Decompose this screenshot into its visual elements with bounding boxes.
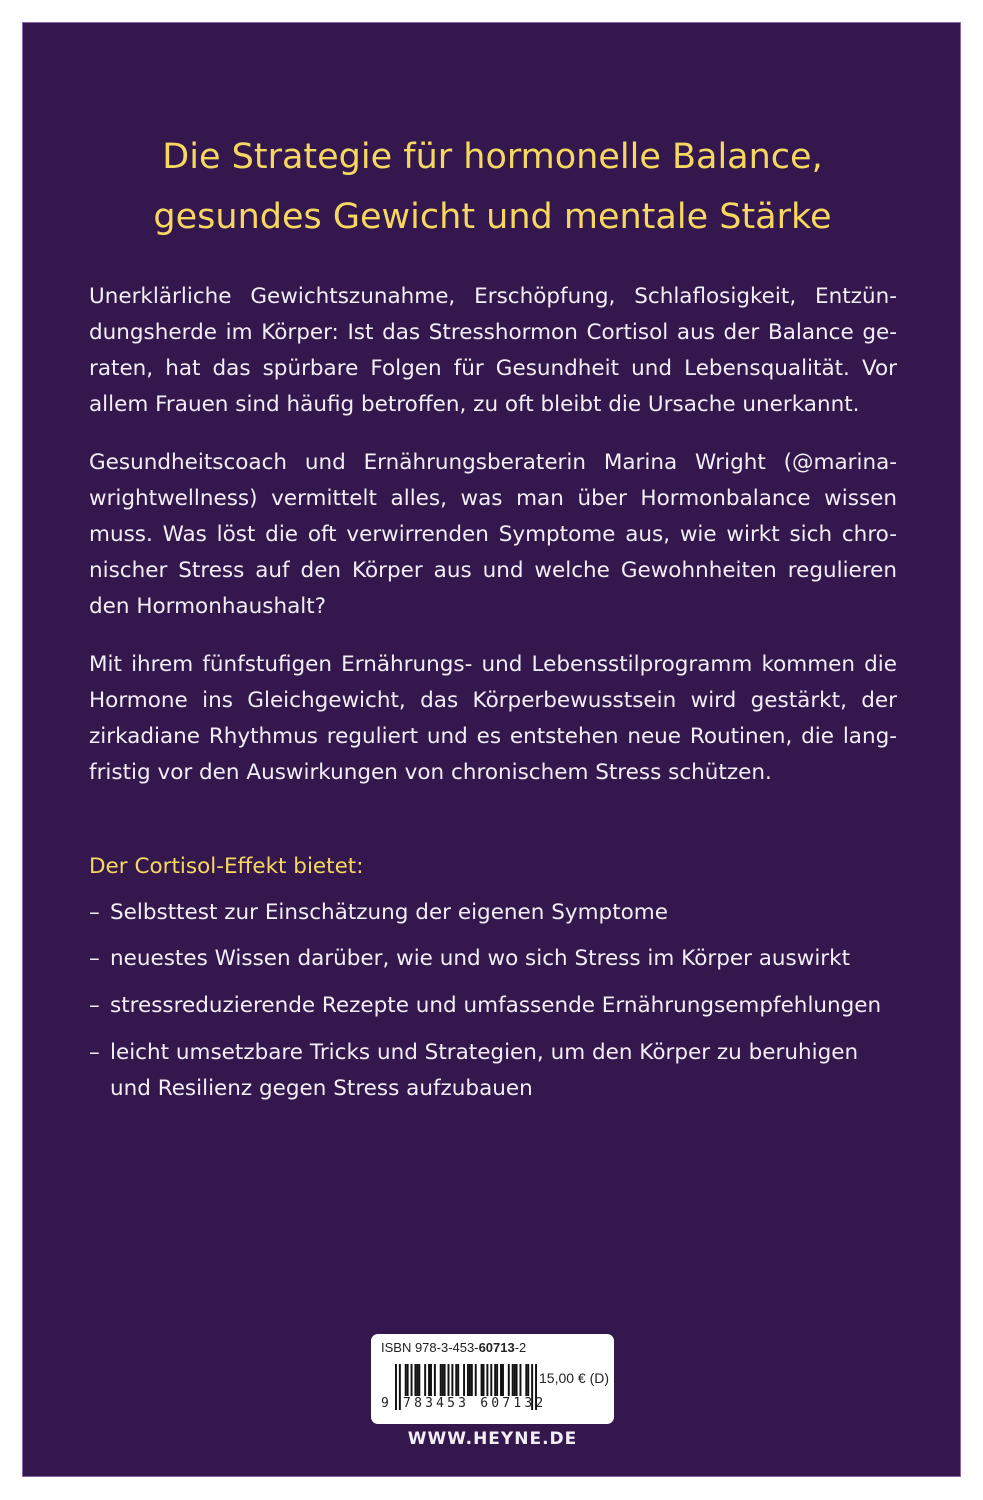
barcode-bar: [508, 1364, 510, 1396]
text-line: Unerklärliche Gewichtszunahme, Erschöpfung, Schlaflosigkeit, Entzün-: [89, 284, 897, 309]
blurb-paragraph-2: [89, 445, 897, 625]
offer-item: [89, 895, 897, 931]
barcode-bar: [527, 1364, 529, 1396]
text-line: allem Frauen sind häufig betroffen, zu oft bleibt die Ursache unerkannt.: [89, 392, 860, 417]
text-line: Mit ihrem fünfstufigen Ernährungs- und Lebensstilprogramm kommen die: [89, 652, 897, 677]
text-line: raten, hat das spürbare Folgen für Gesundheit und Lebensqualität. Vor: [89, 356, 897, 381]
blurb-paragraph-1: [89, 279, 897, 423]
barcode-bar: [471, 1364, 473, 1396]
barcode-bar: [519, 1364, 521, 1396]
barcode-bar: [451, 1364, 453, 1396]
barcode-bar: [494, 1364, 496, 1396]
back-cover: [22, 22, 961, 1477]
text-line: wrightwellness) vermittelt alles, was man über Hormonbalance wissen: [89, 486, 897, 511]
barcode-bar: [486, 1364, 488, 1396]
price: 15,00 € (D): [539, 1370, 610, 1386]
blurb-paragraph-3: [89, 647, 897, 791]
barcode-bar: [405, 1364, 407, 1396]
barcode-bar: [424, 1364, 426, 1396]
text-line: dungsherde im Körper: Ist das Stresshormon Cortisol aus der Balance ge-: [89, 320, 897, 345]
headline-line: Die Strategie für hormonelle Balance,: [162, 137, 823, 177]
text-line: zirkadiane Rhythmus reguliert und es entstehen neue Routinen, die lang-: [89, 724, 897, 749]
barcode-bar: [416, 1364, 418, 1396]
barcode-bar: [411, 1364, 413, 1396]
barcode-bar: [442, 1364, 444, 1396]
dash-bullet: –: [89, 946, 100, 971]
barcode-bar: [444, 1364, 446, 1396]
barcode-label: [371, 1334, 614, 1424]
offer-text: stressreduzierende Rezepte und umfassende Ernährungsempfehlungen: [110, 993, 882, 1018]
barcode-bar: [463, 1364, 465, 1396]
barcode-bar: [455, 1364, 457, 1396]
offer-text: neuestes Wissen darüber, wie und wo sich Stress im Körper auswirkt: [110, 946, 851, 971]
barcode-bar: [490, 1364, 492, 1396]
barcode-bar: [516, 1364, 518, 1396]
barcode-bar: [440, 1364, 442, 1396]
barcode-bar: [457, 1364, 459, 1396]
barcode-bar: [496, 1364, 498, 1396]
barcode-bar: [525, 1364, 527, 1396]
offers-title: Der Cortisol-Effekt bietet:: [89, 854, 364, 879]
offer-text: leicht umsetzbare Tricks und Strategien, um den Körper zu beruhigen: [110, 1040, 859, 1065]
barcode-digits: 9 783453 607132: [381, 1396, 547, 1411]
headline: [23, 127, 962, 247]
offer-item: [89, 1035, 897, 1107]
dash-bullet: –: [89, 900, 100, 925]
offer-item: [89, 988, 897, 1024]
text-line: den Hormonhaushalt?: [89, 594, 327, 619]
isbn-bold: 60713: [478, 1340, 515, 1355]
isbn-prefix: ISBN 978-3-453-: [381, 1340, 479, 1355]
offer-text: und Resilienz gegen Stress aufzubauen: [110, 1076, 533, 1101]
isbn: [381, 1340, 526, 1355]
barcode-bar: [514, 1364, 516, 1396]
barcode-bar: [481, 1364, 483, 1396]
offer-item: [89, 941, 897, 977]
barcode-bar: [448, 1364, 450, 1396]
barcode-bar: [483, 1364, 485, 1396]
text-line: Hormone ins Gleichgewicht, das Körperbewusstsein wird gestärkt, der: [89, 688, 897, 713]
barcode-bar: [469, 1364, 471, 1396]
barcode-bar: [418, 1364, 420, 1396]
barcode-bar: [502, 1364, 504, 1396]
dash-bullet: –: [89, 993, 100, 1018]
barcode-bar: [467, 1364, 469, 1396]
headline-line: gesundes Gewicht und mentale Stärke: [153, 197, 832, 237]
barcode-bar: [434, 1364, 436, 1396]
barcode-bar: [500, 1364, 502, 1396]
offer-text: Selbsttest zur Einschätzung der eigenen Symptome: [110, 900, 668, 925]
barcode-bar: [430, 1364, 432, 1396]
text-line: nischer Stress auf den Körper aus und welche Gewohnheiten regulieren: [89, 558, 897, 583]
barcode-bar: [407, 1364, 409, 1396]
text-line: fristig vor den Auswirkungen von chronischem Stress schützen.: [89, 760, 772, 785]
isbn-suffix: -2: [514, 1340, 527, 1355]
barcode-bar: [475, 1364, 477, 1396]
text-line: muss. Was löst die oft verwirrenden Symptome aus, wie wirkt sich chro-: [89, 522, 897, 547]
barcode-bar: [414, 1364, 416, 1396]
text-line: Gesundheitscoach und Ernährungsberaterin Marina Wright (@marina-: [89, 450, 897, 475]
dash-bullet: –: [89, 1040, 100, 1065]
barcode-bar: [512, 1364, 514, 1396]
publisher-url: WWW.HEYNE.DE: [407, 1429, 578, 1449]
barcode-bar: [428, 1364, 430, 1396]
